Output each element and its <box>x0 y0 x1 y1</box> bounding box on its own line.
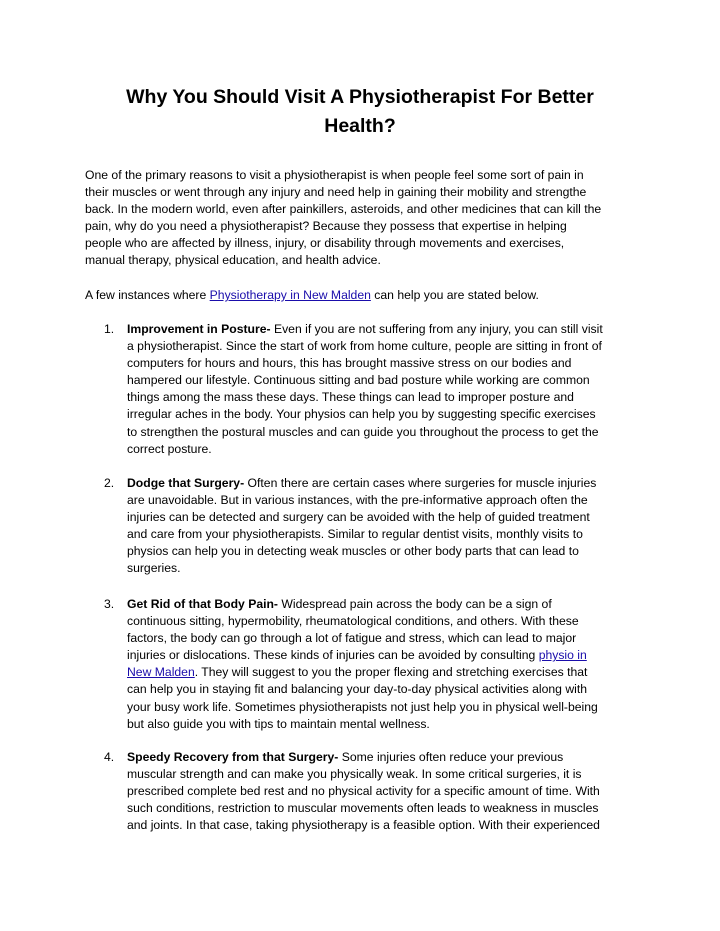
list-item-body <box>127 749 600 834</box>
intro-line: pain, why do you need a physiotherapist? Because they possess that expertise in helping <box>85 219 567 234</box>
list-item-first-line <box>127 749 600 766</box>
intro-paragraph <box>85 167 645 270</box>
intro-line: back. In the modern world, even after painkillers, asteroids, and other medicines that can kill the <box>85 202 602 217</box>
list-item-heading: Improvement in Posture- <box>127 322 271 336</box>
instances-text-before: A few instances where <box>85 288 210 302</box>
list-item-body <box>127 321 603 458</box>
physio-new-malden-link-part2[interactable]: New Malden <box>127 665 195 680</box>
list-item-line: surgeries. <box>127 561 181 576</box>
list-item-first-line <box>127 475 596 492</box>
instances-text-after: can help you are stated below. <box>370 288 539 302</box>
physiotherapy-new-malden-link[interactable]: Physiotherapy in New Malden <box>209 288 371 302</box>
list-item-heading: Speedy Recovery from that Surgery- <box>127 750 339 764</box>
list-item-text: Often there are certain cases where surgeries for muscle injuries <box>244 476 597 490</box>
list-item-heading: Get Rid of that Body Pain- <box>127 597 278 611</box>
list-item-text: Some injuries often reduce your previous <box>338 750 564 764</box>
list-item-text: Widespread pain across the body can be a sign of <box>278 597 552 611</box>
list-item-line: and joints. In that case, taking physiotherapy is a feasible option. With their experienced <box>127 818 600 833</box>
list-item-line: injuries can be detected and surgery can be avoided with the help of guided treatment <box>127 510 590 525</box>
list-item-first-line <box>127 596 598 613</box>
list-item-line <box>127 647 598 664</box>
list-item-line: but also guide you with tips to maintain mental wellness. <box>127 716 430 731</box>
list-item-line: prescribed complete bed rest and no physical activity for a specific amount of time. With <box>127 784 600 799</box>
list-item-line: are unavoidable. But in various instances, with the pre-informative approach often the <box>127 493 588 508</box>
list-item-line: a physiotherapist. Since the start of work from home culture, people are sitting in front of <box>127 339 602 354</box>
list-item-line: muscular strength and can make you physically weak. In some critical surgeries, it is <box>127 767 582 782</box>
page-title <box>60 83 660 141</box>
list-item-body <box>127 596 598 733</box>
list-item-line: your busy work life. Sometimes physiotherapists not just help you in physical well-being <box>127 699 598 714</box>
list-item-number: 4. <box>104 750 115 764</box>
list-item-text: injuries or dislocations. These kinds of injuries can be avoided by consulting <box>127 648 539 663</box>
list-item-line <box>127 664 598 681</box>
list-item-line: and care from your physiotherapists. Similar to regular dentist visits, monthly visits to <box>127 527 583 542</box>
list-item-line: factors, the body can go through a lot of fatigue and stress, which can lead to major <box>127 631 577 646</box>
instances-paragraph <box>85 287 645 304</box>
intro-line: One of the primary reasons to visit a physiotherapist is when people feel some sort of pain in <box>85 168 584 182</box>
list-item-number: 2. <box>104 476 115 490</box>
list-item-number: 1. <box>104 322 115 336</box>
list-item-line: such conditions, restriction to muscular movements often leads to weakness in muscles <box>127 801 599 816</box>
list-item-line: can help you in staying fit and balancing your day-to-day physical activities along with <box>127 682 588 697</box>
list-item-first-line <box>127 321 603 338</box>
title-line-1: Why You Should Visit A Physiotherapist For Better <box>126 86 594 108</box>
list-item-text: . They will suggest to you the proper flexing and stretching exercises that <box>194 665 588 680</box>
intro-line: manual therapy, physical education, and health advice. <box>85 253 381 268</box>
list-item-line: continuous sitting, hypermobility, rheumatological conditions, and others. With these <box>127 614 579 629</box>
list-item-line: things among the mass these days. These things can lead to improper posture and <box>127 390 574 405</box>
title-line-2: Health? <box>324 115 396 137</box>
list-item-line: irregular aches in the body. Your physios can help you by suggesting specific exercises <box>127 407 596 422</box>
physio-new-malden-link-part1[interactable]: physio in <box>538 648 587 663</box>
list-item-line: hampered our lifestyle. Continuous sitting and bad posture while working are common <box>127 373 590 388</box>
intro-line: their muscles or went through any injury and need help in gaining their mobility and strengthe <box>85 185 587 200</box>
list-item-heading: Dodge that Surgery- <box>127 476 245 490</box>
list-item-body <box>127 475 596 578</box>
list-item-text: Even if you are not suffering from any injury, you can still visit <box>270 322 603 336</box>
list-item-number: 3. <box>104 597 115 611</box>
list-item-line: computers for hours and hours, this has brought massive stress on our bodies and <box>127 356 572 371</box>
list-item-line: to strengthen the postural muscles and can guide you throughout the process to get the <box>127 424 599 439</box>
list-item-line: physios can help you in detecting weak muscles or other body parts that can lead to <box>127 544 579 559</box>
list-item-line: correct posture. <box>127 441 212 456</box>
intro-line: people who are affected by illness, injury, or disability through movements and exercises, <box>85 236 565 251</box>
